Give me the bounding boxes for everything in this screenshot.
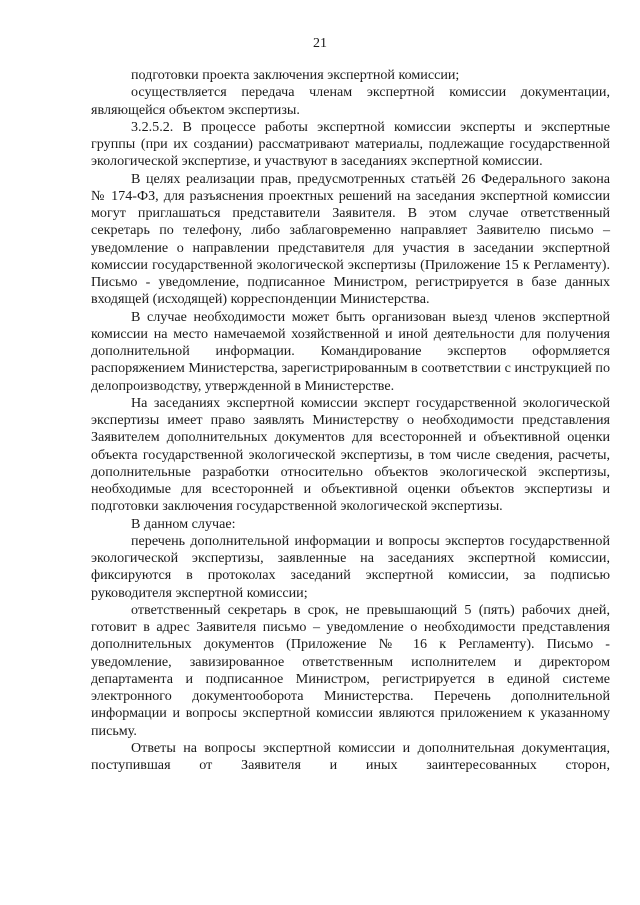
paragraph: В данном случае: (131, 515, 236, 532)
paragraph: подготовки проекта заключения экспертной комиссии; (131, 67, 460, 83)
document-body (91, 67, 610, 774)
page-number: 21 (313, 36, 327, 51)
paragraph: На заседаниях экспертной комиссии эксперт государственной экологической экспертизы имеет право заявлять Министерству о необходимости представления Заявителем дополнительных документов для всесторонней и объективной оценки объекта государственной экологической экспертизы, в том числе сведения, расчеты, дополнительные разработки относительно объектов экологической экспертизы, необходимые для всесторонней и объективной оценки объектов экспертизы и подготовки заключения государственной экологической экспертизы. (91, 394, 610, 515)
paragraph: В целях реализации прав, предусмотренных статьёй 26 Федерального закона № 174-ФЗ, для разъяснения проектных решений на заседания экспертной комиссии могут приглашаться представители Заявителя. В этом случае ответственный секретарь по телефону, либо заблаговременно направляет Заявителю письмо – уведомление о направлении представителя для участия в заседании экспертной комиссии государственной экологической экспертизы (Приложение 15 к Регламенту). Письмо - уведомление, подписанное Министром, регистрируется в базе данных входящей (исходящей) корреспонденции Министерства. (91, 170, 610, 308)
paragraph: 3.2.5.2. В процессе работы экспертной комиссии эксперты и экспертные группы (при их создании) рассматривают материалы, подлежащие государственной экологической экспертизе, и участвуют в заседаниях экспертной комиссии. (91, 118, 610, 170)
paragraph: осуществляется передача членам экспертной комиссии документации, являющейся объектом экспертизы. (91, 84, 610, 118)
paragraph: перечень дополнительной информации и вопросы экспертов государственной экологической экспертизы, заявленные на заседаниях экспертной комиссии, фиксируются в протоколах заседаний экспертной комиссии, за подписью руководителя экспертной комиссии; (91, 532, 610, 601)
paragraph: Ответы на вопросы экспертной комиссии и дополнительная документация, поступившая от Заявителя и иных заинтересованных сторон, (91, 739, 610, 773)
paragraph: В случае необходимости может быть организован выезд членов экспертной комиссии на место намечаемой хозяйственной и иной деятельности для получения дополнительной информации. Командирование экспертов оформляется распоряжением Министерства, зарегистрированным в соответствии с инструкцией по делопроизводству, утвержденной в Министерстве. (91, 308, 610, 394)
paragraph: ответственный секретарь в срок, не превышающий 5 (пять) рабочих дней, готовит в адрес Заявителя письмо – уведомление о необходимости представления дополнительных документов (Приложение № 16 к Регламенту). Письмо - уведомление, завизированное ответственным исполнителем и директором департамента и подписанное Министром, регистрируется в единой системе электронного документооборота Министерства. Перечень дополнительной информации и вопросы экспертной комиссии являются приложением к указанному письму. (91, 601, 610, 739)
